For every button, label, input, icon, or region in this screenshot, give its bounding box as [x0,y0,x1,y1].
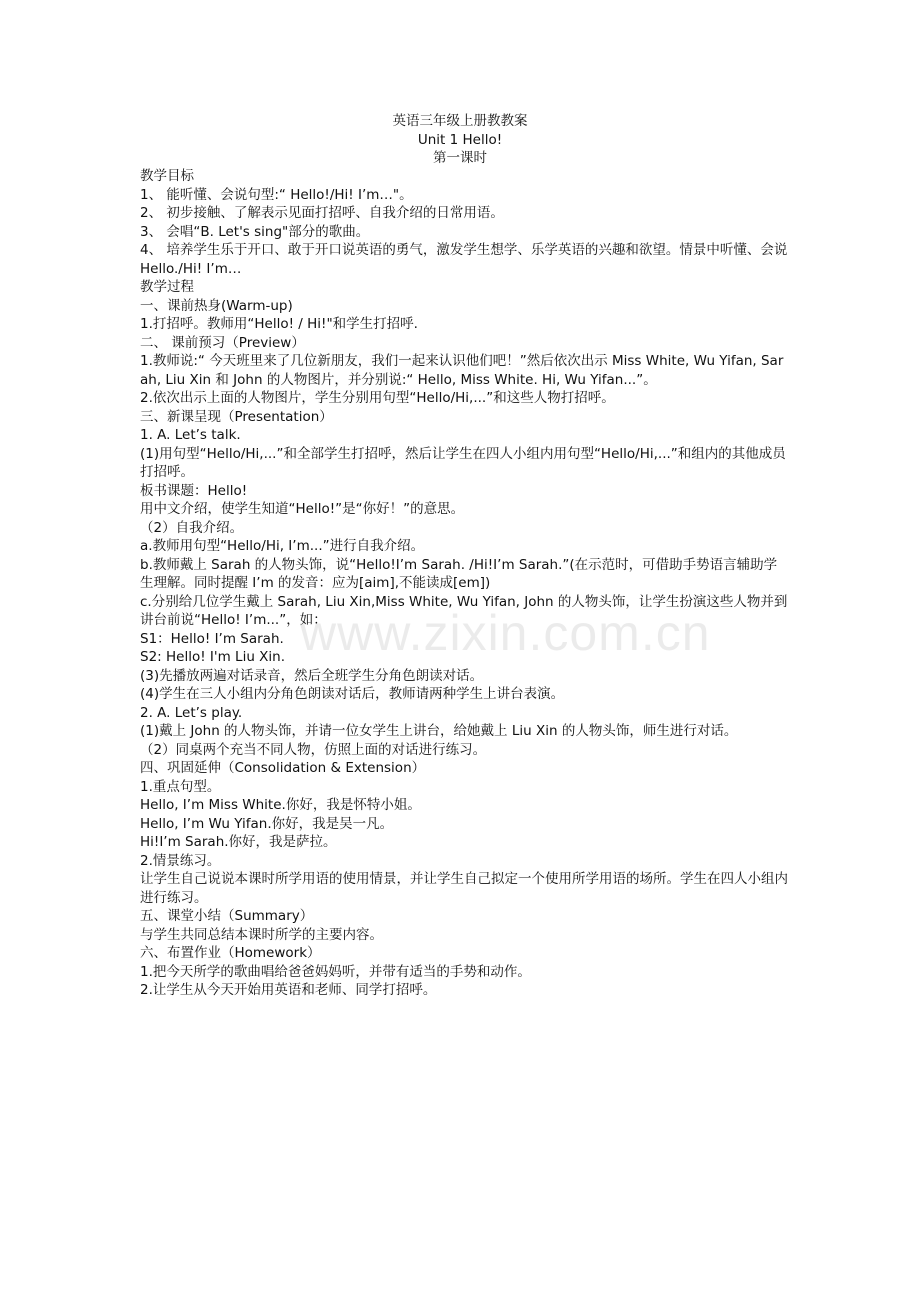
doc-title: 英语三年级上册教教案 [392,113,528,129]
paragraph-line: b.教师戴上 Sarah 的人物头饰，说“Hello!I’m Sarah. /Hi!I’m Sarah.”(在示范时，可借助手势语言辅助学生理解。同时提醒 I’m 的发音：应为[aim],不能读成[em]) [140,556,778,591]
paragraph-line: (1)戴上 John 的人物头饰，并请一位女学生上讲台，给她戴上 Liu Xin 的人物头饰，师生进行对话。 [140,723,738,739]
paragraph-line: （2）同桌两个充当不同人物，仿照上面的对话进行练习。 [140,741,487,758]
paragraph-line: Hello, I’m Miss White.你好，我是怀特小姐。 [140,797,421,813]
paragraph-line: S2: Hello! I'm Liu Xin. [140,649,286,665]
paragraph-line: 2. A. Let’s play. [140,704,243,721]
paragraph-line: 1.把今天所学的歌曲唱给爸爸妈妈听，并带有适当的手势和动作。 [140,963,531,980]
paragraph-line: 板书课题：Hello! [140,482,248,499]
paragraph-line: 1.打招呼。教师用“Hello! / Hi!"和学生打招呼. [140,316,418,332]
paragraph-line: 四、巩固延伸（Consolidation & Extension） [140,760,426,776]
paragraph-line: 让学生自己说说本课时所学用语的使用情景，并让学生自己拟定一个使用所学用语的场所。学生在四人小组内进行练习。 [140,871,788,906]
paragraph-line: 2.依次出示上面的人物图片，学生分别用句型“Hello/Hi,...”和这些人物打招呼。 [140,390,615,406]
paragraph-line: 六、布置作业（Homework） [140,945,321,961]
document-body [140,167,790,1000]
paragraph-line: 2.让学生从今天开始用英语和老师、同学打招呼。 [140,982,437,998]
paragraph-line: 二、 课前预习（Preview） [140,334,305,351]
paragraph-line: (3)先播放两遍对话录音，然后全班学生分角色朗读对话。 [140,667,484,684]
lesson-title: 第一课时 [433,150,487,166]
unit-title: Unit 1 Hello! [417,131,503,148]
paragraph-line: S1：Hello! I’m Sarah. [140,630,284,647]
paragraph-line: 2、 初步接触、了解表示见面打招呼、自我介绍的日常用语。 [140,205,504,221]
paragraph-line: 三、新课呈现（Presentation） [140,408,333,425]
paragraph-line: c.分别给几位学生戴上 Sarah, Liu Xin,Miss White, Wu Yifan, John 的人物头饰，让学生扮演这些人物并到讲台前说“Hello! I’m...”，如： [140,593,788,628]
paragraph-line: 用中文介绍，使学生知道“Hello!”是“你好！”的意思。 [140,501,465,517]
watermark: www.zixin.com.cn [300,605,711,661]
paragraph-line: 1.重点句型。 [140,778,221,795]
paragraph-line: 3、 会唱“B. Let's sing"部分的歌曲。 [140,223,370,240]
paragraph-line: (4)学生在三人小组内分角色朗读对话后，教师请两种学生上讲台表演。 [140,686,565,702]
title-block [0,112,920,168]
paragraph-line: 4、 培养学生乐于开口、敢于开口说英语的勇气，激发学生想学、乐学英语的兴趣和欲望。情景中听懂、会说 Hello./Hi! I’m… [140,242,788,277]
paragraph-line: 1、 能听懂、会说句型:“ Hello!/Hi! I’m…"。 [140,186,413,203]
paragraph-line: 1. A. Let’s talk. [140,427,241,443]
paragraph-line: Hello, I’m Wu Yifan.你好，我是吴一凡。 [140,815,394,832]
paragraph-line: （2）自我介绍。 [140,519,244,536]
paragraph-line: 五、课堂小结（Summary） [140,908,314,924]
paragraph-line: (1)用句型“Hello/Hi,...”和全部学生打招呼，然后让学生在四人小组内用句型“Hello/Hi,...”和组内的其他成员打招呼。 [140,445,786,480]
paragraph-line: 一、课前热身(Warm-up) [140,297,293,314]
paragraph-line: a.教师用句型“Hello/Hi, I’m...”进行自我介绍。 [140,538,425,554]
paragraph-line: Hi!I’m Sarah.你好，我是萨拉。 [140,834,337,850]
paragraph-line: 2.情景练习。 [140,852,221,869]
paragraph-line: 教学过程 [140,279,194,295]
paragraph-line: 教学目标 [140,168,194,184]
paragraph-line: 与学生共同总结本课时所学的主要内容。 [140,926,383,943]
paragraph-line: 1.教师说:“ 今天班里来了几位新朋友，我们一起来认识他们吧！”然后依次出示 Miss White, Wu Yifan, Sarah, Liu Xin 和 John 的人物图片，并分别说:“ Hello, Miss White. Hi, Wu Yifan...”。 [140,353,784,388]
